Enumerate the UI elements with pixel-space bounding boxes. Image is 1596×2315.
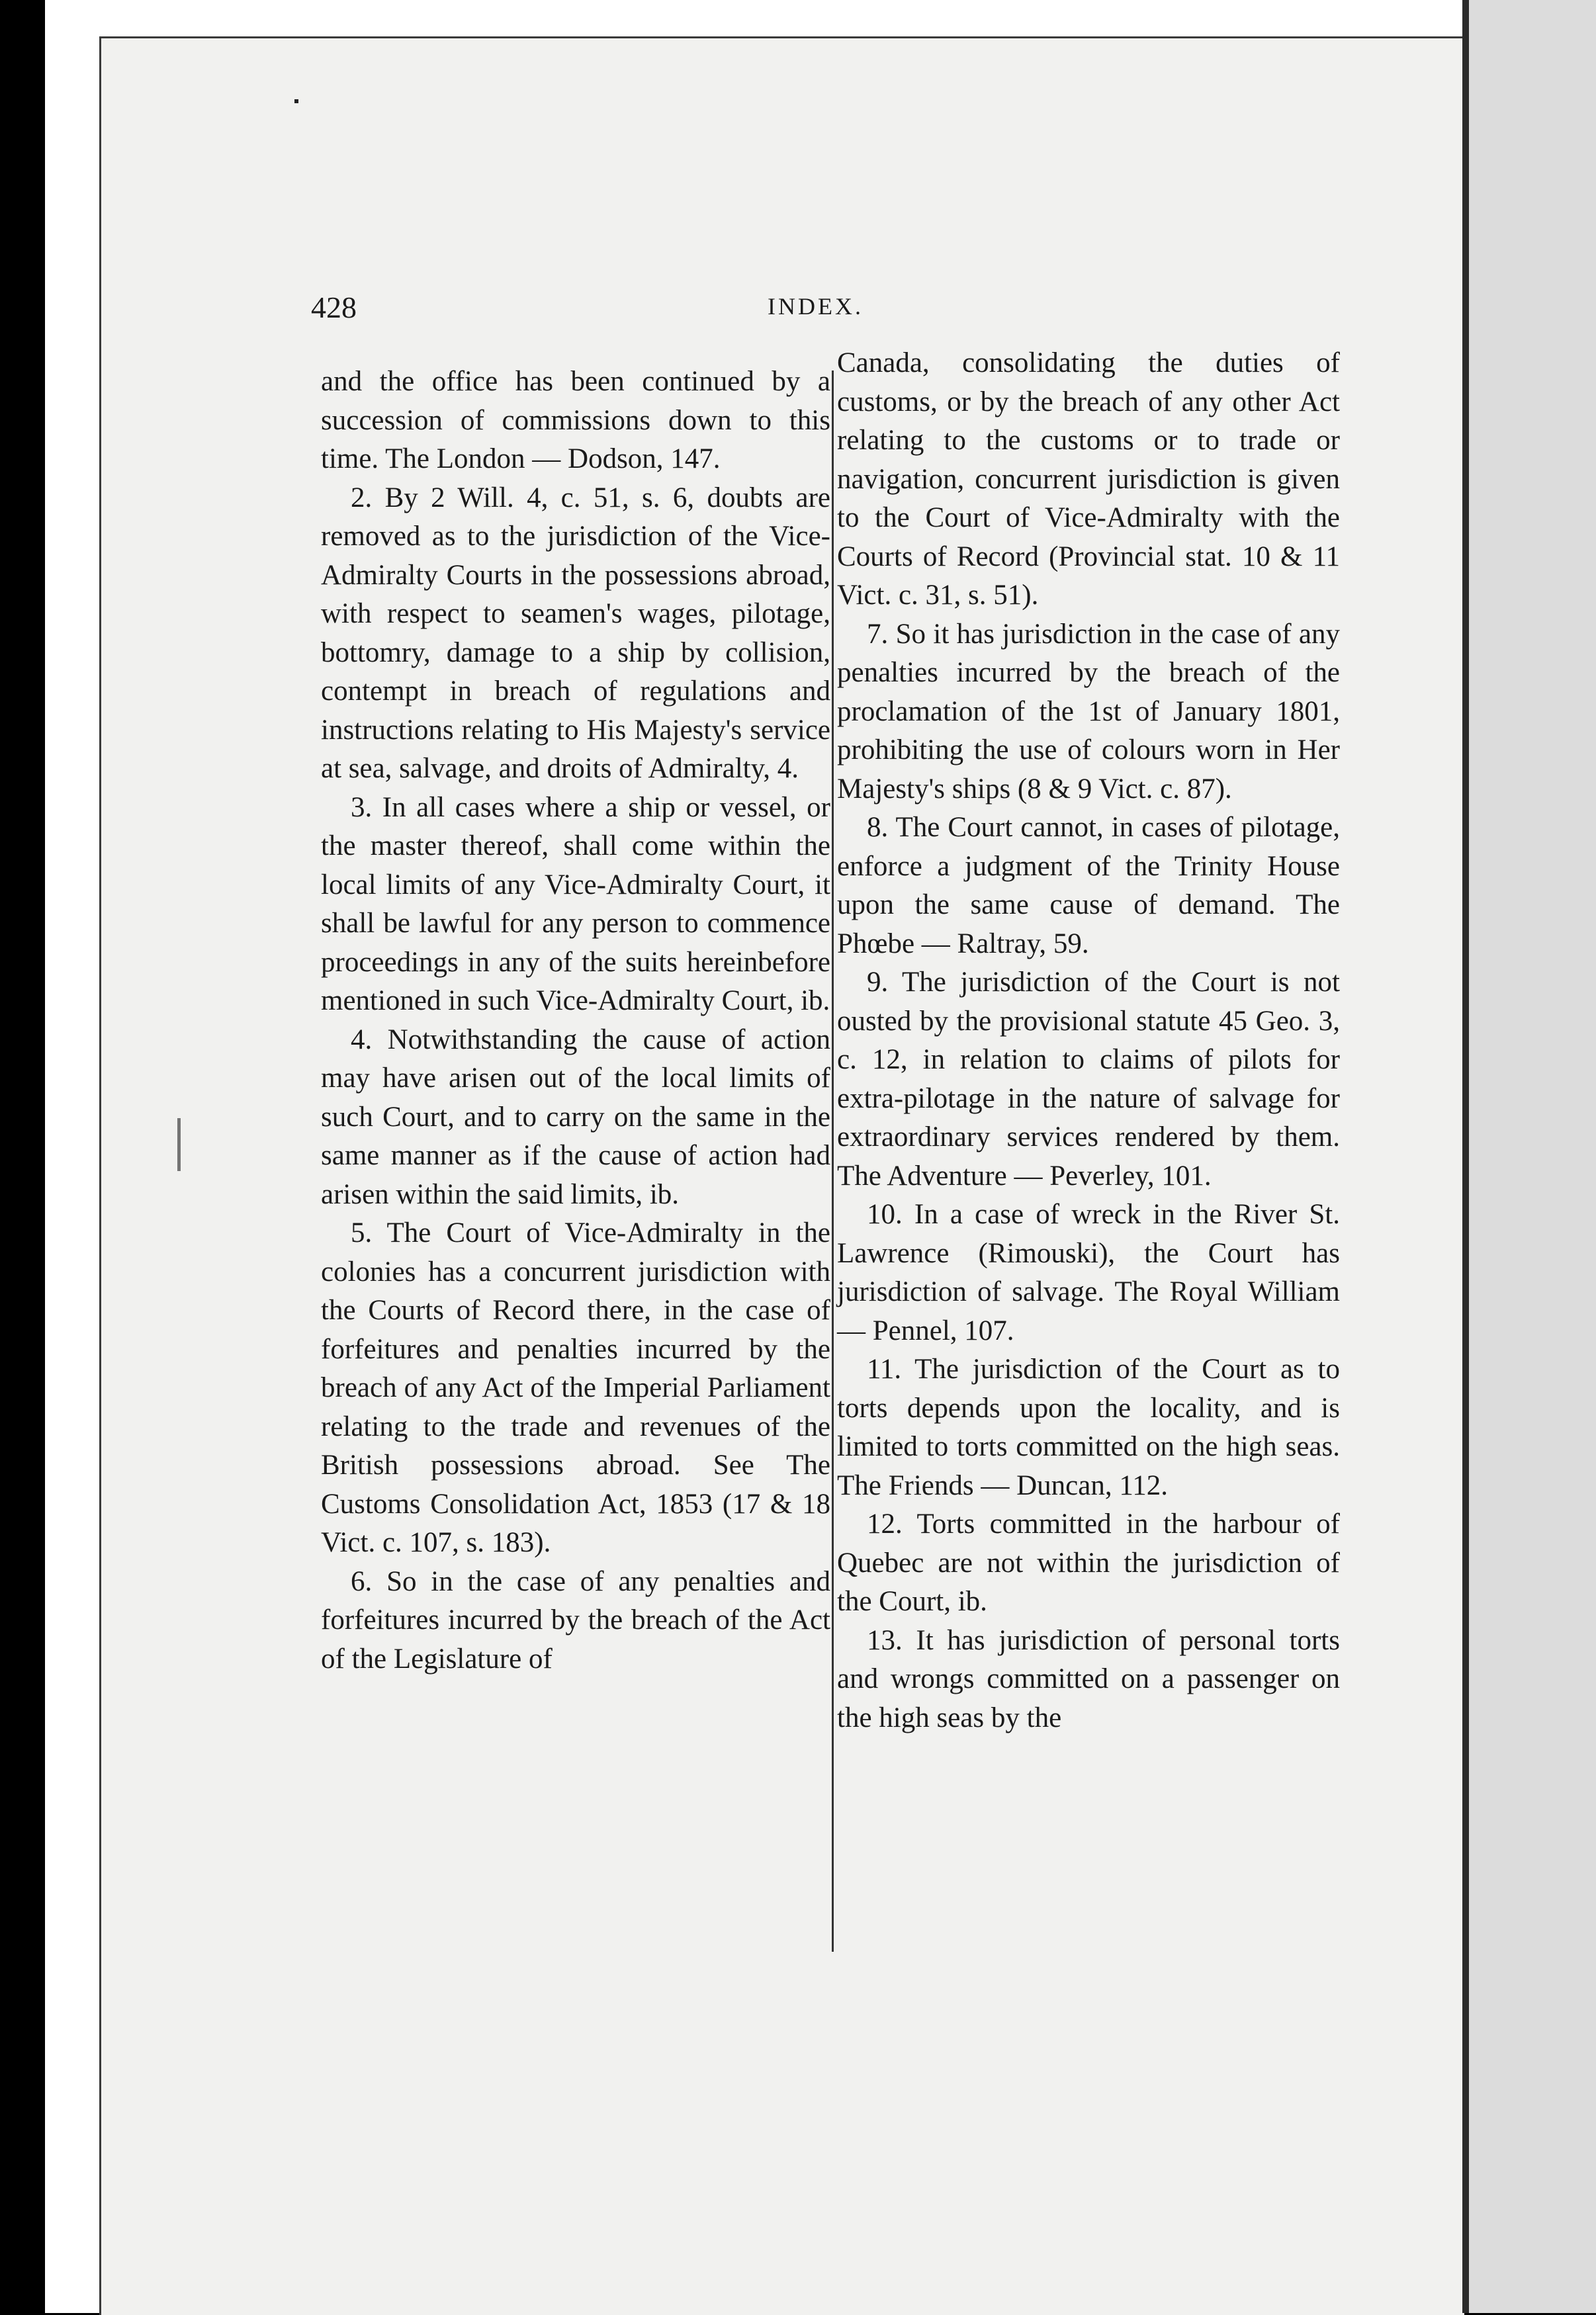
index-entry: Canada, consolidating the duties of customs, or by the breach of any other Act relating to the customs or to trade or navigation, concurrent jurisdiction is given to the Court of Vice-Admiralty with the Courts of Record (Provincial stat. 10 & 11 Vict. c. 31, s. 51). (837, 347, 1340, 611)
ink-speck (177, 1118, 181, 1171)
index-entry: 13. It has jurisdiction of personal torts and wrongs committed on a passenger on the high seas by the (837, 1624, 1340, 1733)
index-entry: 9. The jurisdiction of the Court is not ousted by the provisional statute 45 Geo. 3, c. 12, in relation to claims of pilots for extra-pilotage in the nature of salvage for extraordinary services rendered by them. The Adventure — Peverley, 101. (837, 967, 1340, 1192)
scan-margin (1469, 0, 1596, 2313)
right-column (837, 344, 1340, 1737)
page-number: 428 (311, 290, 357, 324)
index-entry: 8. The Court cannot, in cases of pilotage, enforce a judgment of the Trinity House upon the same cause of demand. The Phœbe — Raltray, 59. (837, 812, 1340, 959)
index-entry: 2. By 2 Will. 4, c. 51, s. 6, doubts are removed as to the jurisdiction of the Vice-Admiralty Courts in the possessions abroad, with respect to seamen's wages, pilotage, bottomry, damage to a ship by collision, contempt in breach of regulations and instructions relating to His Majesty's service at sea, salvage, and droits of Admiralty, 4. (321, 482, 830, 784)
ink-speck (294, 99, 298, 103)
index-entry: 10. In a case of wreck in the River St. Lawrence (Rimouski), the Court has jurisdiction of salvage. The Royal William — Pennel, 107. (837, 1199, 1340, 1346)
index-entry: 5. The Court of Vice-Admiralty in the colonies has a concurrent jurisdiction with the Courts of Record there, in the case of forfeitures and penalties incurred by the breach of any Act of the Imperial Parliament relating to the trade and revenues of the British possessions abroad. See The Customs Consolidation Act, 1853 (17 & 18 Vict. c. 107, s. 183). (321, 1217, 830, 1558)
left-column (321, 363, 830, 1679)
index-entry: and the office has been continued by a succession of commissions down to this time. The London — Dodson, 147. (321, 366, 830, 474)
page-edge-rule (1462, 0, 1469, 2313)
index-entry: 4. Notwithstanding the cause of action may have arisen out of the local limits of such Court, and to carry on the same in the same manner as if the cause of action had arisen within the said limits, ib. (321, 1024, 830, 1210)
index-entry: 11. The jurisdiction of the Court as to torts depends upon the locality, and is limited to torts committed on the high seas. The Friends — Duncan, 112. (837, 1354, 1340, 1501)
index-entry: 6. So in the case of any penalties and forfeitures incurred by the breach of the Act of the Legislature of (321, 1565, 830, 1675)
index-entry: 12. Torts committed in the harbour of Quebec are not within the jurisdiction of the Court, ib. (837, 1508, 1340, 1617)
page-header (311, 290, 1323, 329)
index-entry: 7. So it has jurisdiction in the case of any penalties incurred by the breach of the proclamation of the 1st of January 1801, prohibiting the use of colours worn in Her Majesty's ships (8 & 9 Vict. c. 87). (837, 618, 1340, 805)
column-divider (832, 371, 834, 1952)
running-head: INDEX. (768, 293, 864, 320)
index-entry: 3. In all cases where a ship or vessel, or the master thereof, shall come within the local limits of any Vice-Admiralty Court, it shall be lawful for any person to commence proceedings in any of the suits hereinbefore mentioned in such Vice-Admiralty Court, ib. (321, 791, 830, 1016)
